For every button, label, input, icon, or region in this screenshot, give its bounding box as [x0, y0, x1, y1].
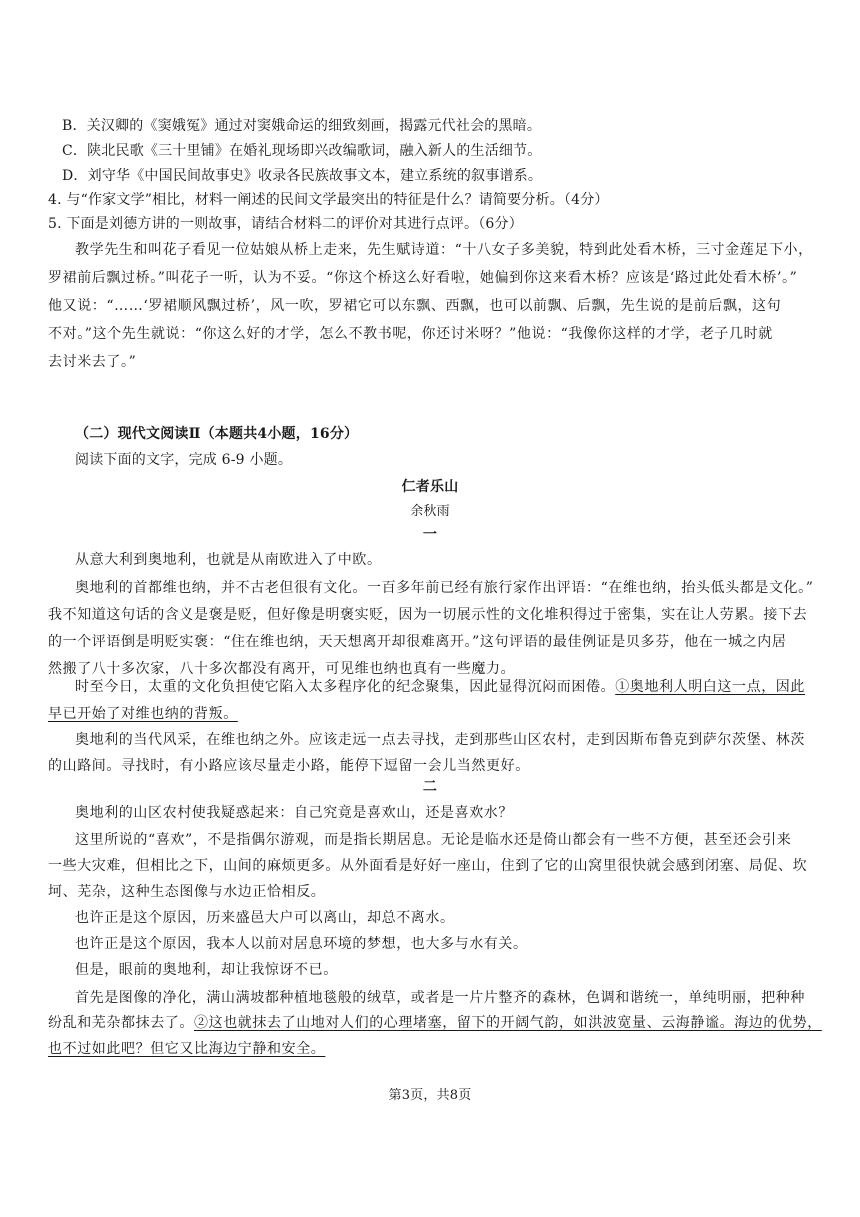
article-author: 余秋雨	[410, 504, 450, 519]
story-line: 他又说：“……‘罗裙顺风飘过桥’，风一吹，罗裙它可以东飘、西飘，也可以前飘、后飘，先生说的是前后飘，这句	[48, 298, 782, 314]
paragraph-line: 从意大利到奥地利，也就是从南欧进入了中欧。	[75, 552, 382, 568]
question-4: 4. 与“作家文学”相比，材料一阐述的民间文学最突出的特征是什么？请简要分析。（4分）	[48, 192, 609, 208]
underlined-sentence-1: ①奥地利人明白这一点，因此	[615, 679, 806, 695]
paragraph-line	[48, 1013, 822, 1033]
paragraph-line: 一些大灾难，但相比之下，山间的麻烦更多。从外面看是好好一座山，住到了它的山窝里很快就会感到闭塞、局促、坎	[48, 858, 808, 874]
section-instruction: 阅读下面的文字，完成 6-9 小题。	[75, 452, 293, 468]
underlined-sentence-2-cont: 也不过如此吧？但它又比海边宁静和安全。	[48, 1041, 326, 1057]
part-number: 二	[422, 779, 438, 795]
paragraph-line: 也许正是这个原因，历来盛邑大户可以离山，却总不离水。	[75, 910, 455, 926]
paragraph-line: 奥地利的当代风采，在维也纳之外。应该走远一点去寻找，走到那些山区农村，走到因斯布鲁克到萨尔茨堡、林茨	[75, 732, 805, 748]
part-number: 一	[422, 527, 438, 543]
article-title: 仁者乐山	[401, 479, 459, 495]
option-b: B．关汉卿的《窦娥冤》通过对窦娥命运的细致刻画，揭露元代社会的黑暗。	[62, 118, 542, 134]
option-c: C．陕北民歌《三十里铺》在婚礼现场即兴改编歌词，融入新人的生活细节。	[62, 143, 542, 159]
underlined-sentence-1-cont: 早已开始了对维也纳的背叛。	[48, 706, 238, 722]
option-d: D．刘守华《中国民间故事史》收录各民族故事文本，建立系统的叙事谱系。	[62, 168, 543, 184]
paragraph-line: 我不知道这句话的含义是褒是贬，但好像是明褒实贬，因为一切展示性的文化堆积得过于密集，实在让人劳累。接下去	[48, 607, 808, 623]
paragraph-line: 的山路间。寻找时，有小路应该尽量走小路，能停下逗留一会儿当然更好。	[48, 758, 530, 774]
paragraph-line: 首先是图像的净化，满山满坡都种植地毯般的绒草，或者是一片片整齐的森林，色调和谐统一，单纯明丽，把种种	[75, 990, 805, 1006]
paragraph-line: 然搬了八十多次家，八十多次都没有离开，可见维也纳也真有一些魔力。	[48, 661, 516, 677]
underlined-sentence-2: ②这也就抹去了山地对人们的心理堵塞，留下的开阔气韵，如洪波宽量、云海静谧。海边的优势，	[194, 1015, 822, 1031]
paragraph-line: 但是，眼前的奥地利，却让我惊讶不已。	[75, 962, 338, 978]
paragraph-text: 时至今日，太重的文化负担使它陷入太多程序化的纪念聚集，因此显得沉闷而困倦。	[75, 679, 616, 695]
paragraph-line: 奥地利的山区农村使我疑惑起来：自己究竟是喜欢山，还是喜欢水？	[75, 805, 513, 821]
paragraph-line: 这里所说的“喜欢”，不是指偶尔游观，而是指长期居息。无论是临水还是倚山都会有一些不方便，甚至还会引来	[75, 832, 792, 848]
story-line: 罗裙前后飘过桥。”叫花子一听，认为不妥。“你这个桥这么好看啦，她偏到你这来看木桥？应该是‘路过此处看木桥’。”	[48, 270, 798, 286]
paragraph-line: 的一个评语倒是明贬实褒：“住在维也纳，天天想离开却很难离开。”这句评语的最佳例证是贝多芬，他在一城之内居	[48, 634, 787, 650]
story-line: 不对。”这个先生就说：“你这么好的才学，怎么不教书呢，你还讨米呀？”他说：“我像你这样的才学，老子几时就	[48, 326, 773, 342]
paragraph-line: 奥地利的首都维也纳，并不古老但很有文化。一百多年前已经有旅行家作出评语：“在维也纳，抬头低头都是文化。”	[75, 580, 814, 596]
page-footer: 第3页，共8页	[388, 1088, 472, 1103]
story-line: 教学先生和叫花子看见一位姑娘从桥上走来，先生赋诗道：“十八女子多美貌，特到此处看木桥，三寸金莲足下小，	[75, 242, 813, 258]
section-heading: （二）现代文阅读Ⅱ（本题共4小题，16分）	[75, 426, 359, 442]
question-5: 5. 下面是刘德方讲的一则故事，请结合材料二的评价对其进行点评。（6分）	[48, 216, 523, 232]
paragraph-line: 坷、芜杂，这种生态图像与水边正恰相反。	[48, 884, 326, 900]
paragraph-line	[75, 677, 805, 697]
paragraph-text: 纷乱和芜杂都抹去了。	[48, 1015, 194, 1031]
paragraph-line: 也许正是这个原因，我本人以前对居息环境的梦想，也大多与水有关。	[75, 936, 528, 952]
story-line: 去讨米去了。”	[48, 354, 137, 370]
